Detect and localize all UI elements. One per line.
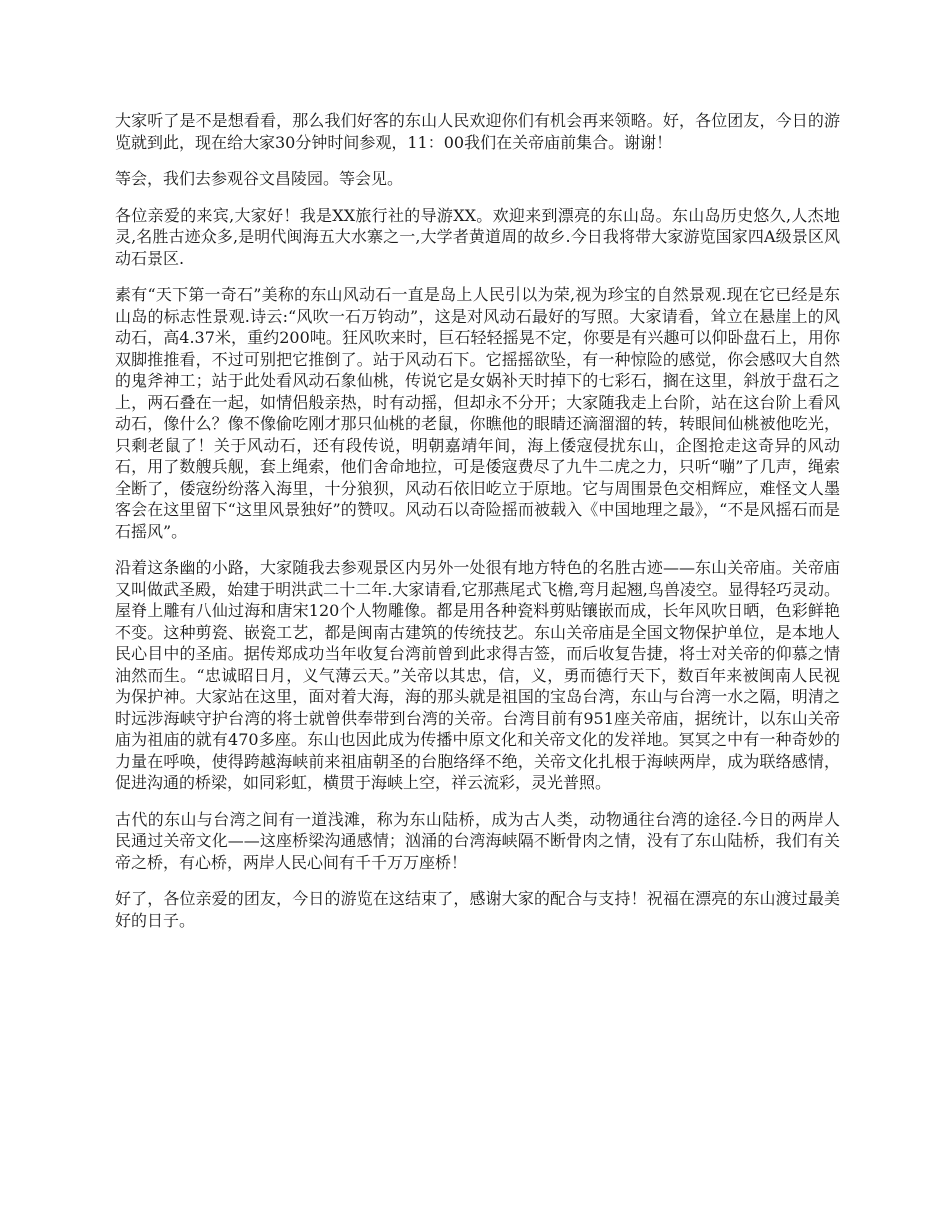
paragraph-guandi-temple: 沿着这条幽的小路，大家随我去参观景区内另外一处很有地方特色的名胜古迹——东山关帝庙。关帝庙又叫做武圣殿，始建于明洪武二十二年.大家请看,它那燕尾式飞檐,弯月起翘,鸟兽凌空。显得轻巧灵动。屋脊上雕有八仙过海和唐宋120个人物雕像。都是用各种瓷料剪贴镶嵌而成，长年风吹日晒，色彩鲜艳不变。这种剪瓷、嵌瓷工艺，都是闽南古建筑的传统技艺。东山关帝庙是全国文物保护单位，是本地人民心目中的圣庙。据传郑成功当年收复台湾前曾到此求得吉签，而后收复告捷，将士对关帝的仰慕之情油然而生。“忠诚昭日月，义气薄云天。”关帝以其忠，信，义，勇而德行天下，数百年来被闽南人民视为保护神。大家站在这里，面对着大海，海的那头就是祖国的宝岛台湾，东山与台湾一水之隔，明清之时远涉海峡守护台湾的将士就曾供奉带到台湾的关帝。台湾目前有951座关帝庙，据统计，以东山关帝庙为祖庙的就有470多座。东山也因此成为传播中原文化和关帝文化的发祥地。冥冥之中有一种奇妙的力量在呼唤，使得跨越海峡前来祖庙朝圣的台胞络绎不绝，关帝文化扎根于海峡两岸，成为联络感情，促进沟通的桥梁，如同彩虹，横贯于海峡上空，祥云流彩，灵光普照。 (115, 558, 840, 792)
paragraph-farewell: 好了，各位亲爱的团友，今日的游览在这结束了，感谢大家的配合与支持！祝福在漂亮的东山渡过最美好的日子。 (115, 889, 840, 930)
paragraph-welcome: 各位亲爱的来宾,大家好！我是XX旅行社的导游XX。欢迎来到漂亮的东山岛。东山岛历史悠久,人杰地灵,名胜古迹众多,是明代闽海五大水寨之一,大学者黄道周的故乡.今日我将带大家游览国家四A级景区风动石景区. (115, 205, 840, 268)
paragraph-land-bridge: 古代的东山与台湾之间有一道浅滩，称为东山陆桥，成为古人类，动物通往台湾的途径.今日的两岸人民通过关帝文化——这座桥梁沟通感情；汹涌的台湾海峡隔不断骨肉之情，没有了东山陆桥，我们有关帝之桥，有心桥，两岸人民心间有千千万万座桥！ (115, 809, 840, 872)
paragraph-fengdong-stone: 素有“天下第一奇石”美称的东山风动石一直是岛上人民引以为荣,视为珍宝的自然景观.现在它已经是东山岛的标志性景观.诗云:“风吹一石万钧动”，这是对风动石最好的写照。大家请看，耸立在悬崖上的风动石，高4.37米，重约200吨。狂风吹来时，巨石轻轻摇晃不定，你要是有兴趣可以仰卧盘石上，用你双脚推推看，不过可别把它推倒了。站于风动石下。它摇摇欲坠，有一种惊险的感觉，你会感叹大自然的鬼斧神工；站于此处看风动石象仙桃，传说它是女娲补天时掉下的七彩石，搁在这里，斜放于盘石之上，两石叠在一起，如情侣般亲热，时有动摇，但却永不分开；大家随我走上台阶，站在这台阶上看风动石，像什么？像不像偷吃刚才那只仙桃的老鼠，你瞧他的眼睛还滴溜溜的转，转眼间仙桃被他吃光，只剩老鼠了！关于风动石，还有段传说，明朝嘉靖年间，海上倭寇侵扰东山，企图抢走这奇异的风动石，用了数艘兵舰，套上绳索，他们舍命地拉，可是倭寇费尽了九牛二虎之力，只听“嘣”了几声，绳索全断了，倭寇纷纷落入海里，十分狼狈，风动石依旧屹立于原地。它与周围景色交相辉应，难怪文人墨客会在这里留下“这里风景独好”的赞叹。风动石以奇险摇而被载入《中国地理之最》，“不是风摇石而是石摇风”。 (115, 285, 840, 541)
paragraph-see-you: 等会，我们去参观谷文昌陵园。等会见。 (115, 169, 404, 188)
paragraph-closing-1: 大家听了是不是想看看，那么我们好客的东山人民欢迎你们有机会再来领略。好，各位团友，今日的游览就到此，现在给大家30分钟时间参观，11：00我们在关帝庙前集合。谢谢！ (115, 111, 840, 152)
document-page (115, 110, 840, 946)
